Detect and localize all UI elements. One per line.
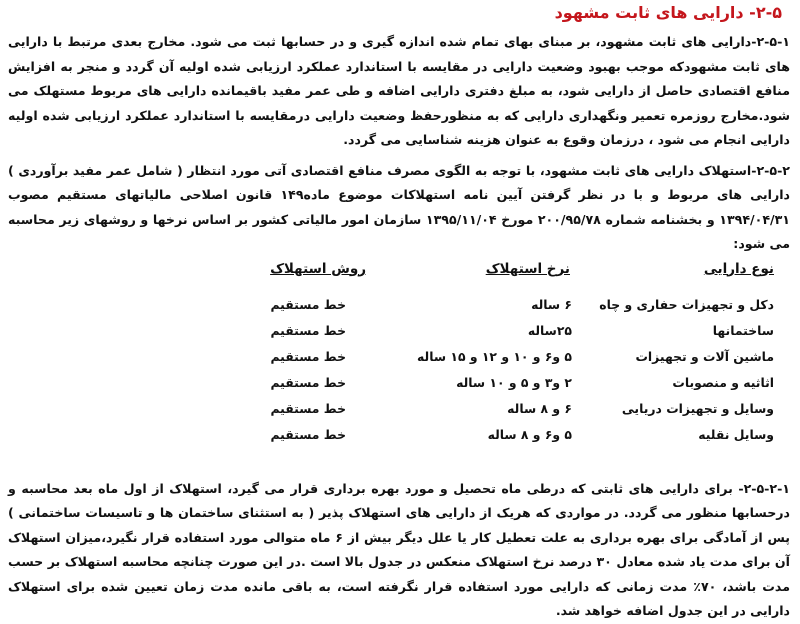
table-row: [8, 427, 790, 451]
document-page: [0, 2, 800, 618]
paragraph-2-5-2-1: ۲-۵-۲-۱- برای دارایی های ثابتی که درطی ماه تحصیل و مورد بهره برداری قرار می گیرد، استهلاک از اول ماه بعد محاسبه و درحسابها منظور می گردد. در مواردی که هریک از دارایی های استهلاک پذیر ( به استثنای ساختمان ها و تاسیسات ساختمانی ) پس از آمادگی برای بهره برداری به علت تعطیل کار یا علل دیگر بیش از ۶ ماه متوالی مورد استفاده قرار نگیرد،میزان استهلاک آن برای مدت یاد شده معادل ۳۰ درصد نرخ استهلاک منعکس در جدول بالا است .در این صورت چنانچه محاسبه استهلاک بر حسب مدت باشد، ۷۰٪ مدت زمانی که دارایی مورد استفاده قرار نگرفته است، به باقی مانده مدت زمان تعیین شده برای استهلاک دارایی در این جدول اضافه خواهد شد.: [8, 480, 791, 618]
table-row: [8, 401, 790, 425]
section-heading: ۲-۵- دارایی های ثابت مشهود: [554, 3, 782, 22]
method-cell: خط مستقیم: [270, 400, 346, 416]
asset-type-cell: دکل و تجهیزات حفاری و چاه: [599, 296, 774, 312]
table-header-rate: نرخ استهلاک: [485, 260, 570, 277]
rate-cell: ۵ و۶ و ۱۰ و ۱۲ و ۱۵ ساله: [417, 348, 572, 364]
rate-cell: ۶ ساله: [531, 296, 572, 312]
asset-type-cell: وسایل نقلیه: [698, 426, 774, 442]
paragraph-2-5-1: ۲-۵-۱-دارایی های ثابت مشهود، بر مبنای بهای تمام شده اندازه گیری و در حسابها ثبت می شود. مخارج بعدی مرتبط با دارایی های ثابت مشهودکه موجب بهبود وضعیت دارایی در مقایسه با استاندارد عملکرد ارزیابی شده اولیه آن گردد و منجر به افزایش منافع اقتصادی حاصل از دارایی شود، به مبلغ دفتری دارایی اضافه و طی عمر مفید باقیمانده دارایی های مربوط مستهلک می شود.مخارج روزمره تعمیر ونگهداری دارایی که به منظورحفظ وضعیت دارایی درمقایسه با استاندارد عملکرد ارزیابی شده اولیه دارایی انجام می شود ، درزمان وقوع به عنوان هزینه شناسایی می گردد.: [8, 34, 790, 147]
table-row: [8, 323, 790, 347]
asset-type-cell: ساختمانها: [712, 322, 774, 338]
method-cell: خط مستقیم: [270, 322, 346, 338]
rate-cell: ۵ و۶ و ۸ ساله: [487, 426, 572, 442]
table-row: [8, 375, 790, 399]
table-row: [8, 297, 790, 321]
depreciation-table: [8, 261, 790, 473]
method-cell: خط مستقیم: [270, 426, 346, 442]
table-header-method: روش استهلاک: [270, 260, 366, 277]
method-cell: خط مستقیم: [270, 348, 346, 364]
paragraph-2-5-2: ۲-۵-۲-استهلاک دارایی های ثابت مشهود، با توجه به الگوی مصرف منافع اقتصادی آتی مورد انتظار ( شامل عمر مفید برآوردی ) دارایی های مربوط و با در نظر گرفتن آیین نامه استهلاکات موضوع ماده۱۴۹ قانون اصلاحی مالیاتهای مستقیم مصوب ۱۳۹۴/۰۴/۳۱ و بخشنامه شماره ۲۰۰/۹۵/۷۸ مورخ ۱۳۹۵/۱۱/۰۴ سازمان امور مالیاتی کشور بر اساس نرخها و روشهای زیر محاسبه می شود:: [8, 162, 790, 251]
asset-type-cell: اثاثیه و منصوبات: [672, 374, 774, 390]
asset-type-cell: وسایل و تجهیزات دریایی: [621, 400, 774, 416]
rate-cell: ۶ و ۸ ساله: [507, 400, 572, 416]
rate-cell: ۲۵ساله: [527, 322, 572, 338]
table-row: [8, 349, 790, 373]
table-header-asset-type: نوع دارایی: [703, 260, 774, 277]
rate-cell: ۲ و۳ و ۵ و ۱۰ ساله: [456, 374, 572, 390]
method-cell: خط مستقیم: [270, 296, 346, 312]
asset-type-cell: ماشین آلات و تجهیزات: [635, 348, 774, 364]
method-cell: خط مستقیم: [270, 374, 346, 390]
